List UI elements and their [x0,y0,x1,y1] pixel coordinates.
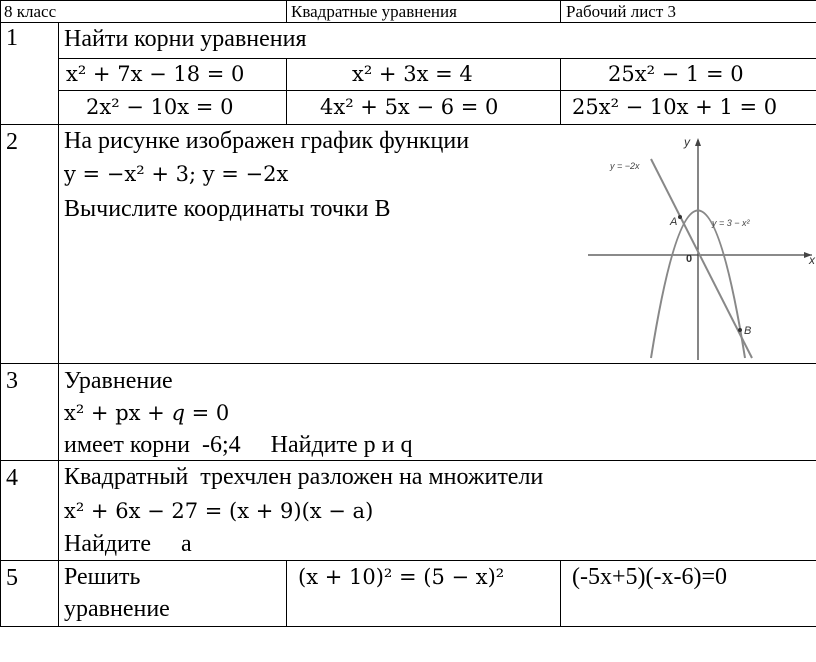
line-equation-label: y = −2x [610,161,640,171]
task2-number: 2 [6,129,18,155]
point-b-marker [738,328,742,332]
task3-line2-post: = 0 [184,401,230,425]
task1-title: Найти корни уравнения [64,26,307,52]
task5-label-line1: Решить [64,564,141,590]
header-topic: Квадратные уравнения [291,2,457,21]
table-border-t5-col1 [286,560,287,626]
header-grade: 8 класс [4,2,57,21]
table-border-r1a [58,58,816,59]
task5-label-line2: уравнение [64,596,170,622]
point-b-label: B [744,325,752,337]
header-sheet: Рабочий лист 3 [566,2,677,21]
task3-line2-pre: x² + px + [64,401,172,425]
table-border-eq-col2 [560,58,561,124]
task3-line2-q: q [171,401,185,425]
task1-eq3: 25x² − 1 = 0 [608,62,744,86]
task3-line2 [64,401,229,425]
table-border-eq-col1 [286,58,287,124]
y-axis-arrow-icon [695,138,701,146]
task1-number: 1 [6,25,18,51]
task4-number: 4 [6,465,18,491]
task4-line2: x² + 6x − 27 = (x + 9)(x − a) [64,499,374,523]
point-a-marker [678,215,682,219]
task4-line3: Найдите a [64,531,192,557]
function-graph [580,126,816,362]
task1-eq2: x² + 3x = 4 [352,62,473,86]
axis-x-label: x [809,253,815,267]
task1-eq6: 25x² − 10x + 1 = 0 [572,95,778,119]
point-a-label: A [670,216,678,228]
table-border-t5-col2 [560,560,561,626]
table-border-top [0,0,816,1]
task2-line3: Вычислите координаты точки B [64,196,391,222]
table-border-hdr-1 [286,0,287,23]
table-border-num-col [58,22,59,627]
origin-label: 0 [686,253,693,265]
task5-eq2: (-5x+5)(-x-6)=0 [572,564,728,590]
table-border-left [0,0,1,627]
task5-eq1: (x + 10)² = (5 − x)² [298,565,505,589]
task3-line1: Уравнение [64,368,173,394]
table-border-r2 [0,124,816,125]
line-y-minus-2x [651,159,752,358]
task2-line1: На рисунке изображен график функции [64,128,470,154]
task1-eq4: 2x² − 10x = 0 [86,95,234,119]
table-border-r1b [58,90,816,91]
task4-line1: Квадратный трехчлен разложен на множители [64,464,544,490]
task3-line3: имеет корни -6;4 Найдите p и q [64,432,413,458]
table-border-r4 [0,460,816,461]
table-border-bottom [0,626,816,627]
task1-eq5: 4x² + 5x − 6 = 0 [320,95,499,119]
table-border-hdr-2 [560,0,561,23]
axis-y-label: y [684,135,690,149]
table-border-r5 [0,560,816,561]
task3-number: 3 [6,368,18,394]
parabola-equation-label: y = 3 − x² [712,218,750,228]
task5-number: 5 [6,565,18,591]
table-border-r3 [0,363,816,364]
task2-line2: y = −x² + 3; y = −2x [64,162,289,186]
task1-eq1: x² + 7x − 18 = 0 [66,62,245,86]
table-border-header [0,22,816,23]
